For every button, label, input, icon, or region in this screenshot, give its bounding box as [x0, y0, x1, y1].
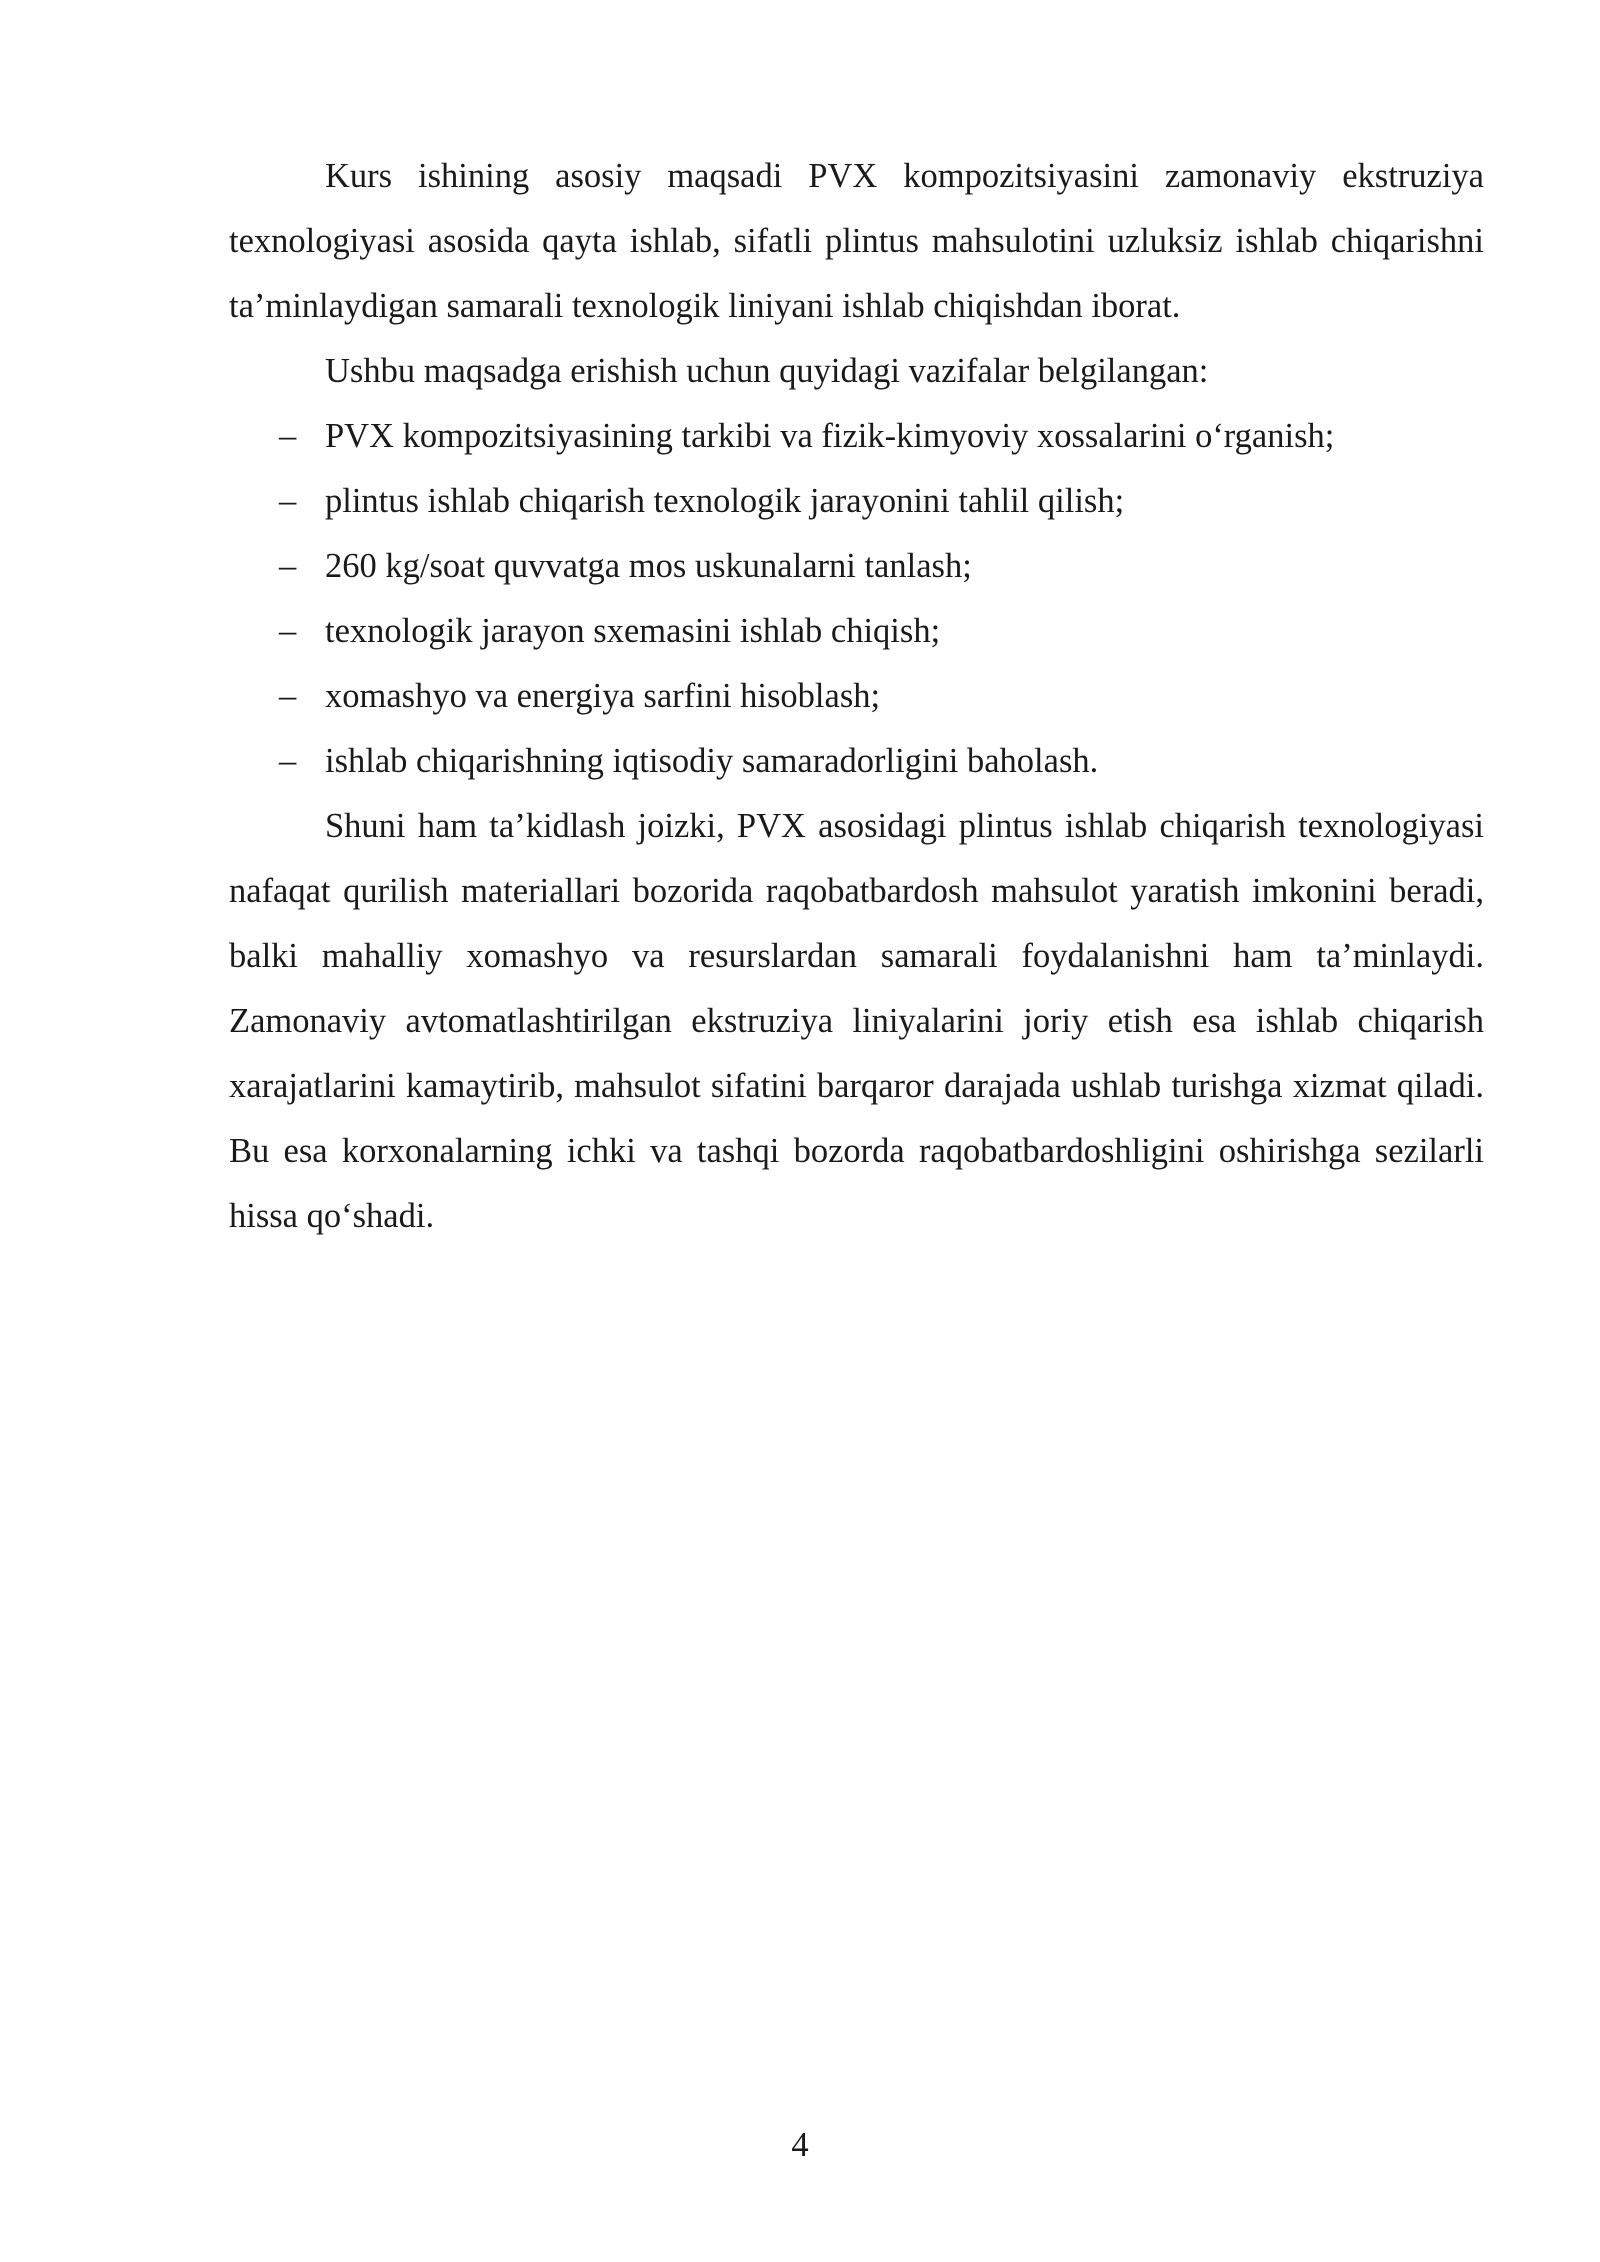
- dash-bullet: –: [279, 417, 297, 455]
- list-item: [229, 534, 1484, 599]
- list-item-text: ishlab chiqarishning iqtisodiy samaradorligini baholash.: [325, 742, 1099, 780]
- list-item-text: PVX kompozitsiyasining tarkibi va fizik-kimyoviy xossalarini o‘rganish;: [325, 417, 1335, 455]
- list-item-text: texnologik jarayon sxemasini ishlab chiqish;: [325, 612, 941, 650]
- conclusion-paragraph: Shuni ham ta’kidlash joizki, PVX asosidagi plintus ishlab chiqarish texnologiyasi nafaqat qurilish materiallari bozorida raqobatbardosh mahsulot yaratish imkonini beradi, balki mahalliy xomashyo va resurslardan samarali foydalanishni ham ta’minlaydi. Zamonaviy avtomatlashtirilgan ekstruziya liniyalarini joriy etish esa ishlab chiqarish xarajatlarini kamaytirib, mahsulot sifatini barqaror darajada ushlab turishga xizmat qiladi. Bu esa korxonalarning ichki va tashqi bozorda raqobatbardoshligini oshirishga sezilarli hissa qo‘shadi.: [229, 807, 1484, 1235]
- dash-bullet: –: [279, 612, 297, 650]
- dash-bullet: –: [279, 742, 297, 780]
- list-item: [229, 729, 1484, 794]
- list-item: [229, 664, 1484, 729]
- list-item: [229, 469, 1484, 534]
- intro-paragraph: Kurs ishining asosiy maqsadi PVX kompozitsiyasini zamonaviy ekstruziya texnologiyasi asosida qayta ishlab, sifatli plintus mahsulotini uzluksiz ishlab chiqarishni ta’minlaydigan samarali texnologik liniyani ishlab chiqishdan iborat.: [229, 157, 1484, 325]
- list-item: [229, 599, 1484, 664]
- tasks-lead-paragraph: Ushbu maqsadga erishish uchun quyidagi vazifalar belgilangan:: [325, 352, 1209, 390]
- list-item: [229, 404, 1484, 469]
- dash-bullet: –: [279, 482, 297, 520]
- page-number: 4: [791, 2126, 809, 2164]
- list-item-text: 260 kg/soat quvvatga mos uskunalarni tanlash;: [325, 547, 972, 585]
- dash-bullet: –: [279, 677, 297, 715]
- list-item-text: plintus ishlab chiqarish texnologik jarayonini tahlil qilish;: [325, 482, 1125, 520]
- list-item-text: xomashyo va energiya sarfini hisoblash;: [325, 677, 881, 715]
- tasks-list: [229, 404, 1484, 794]
- dash-bullet: –: [279, 547, 297, 585]
- page-body: [229, 144, 1484, 1249]
